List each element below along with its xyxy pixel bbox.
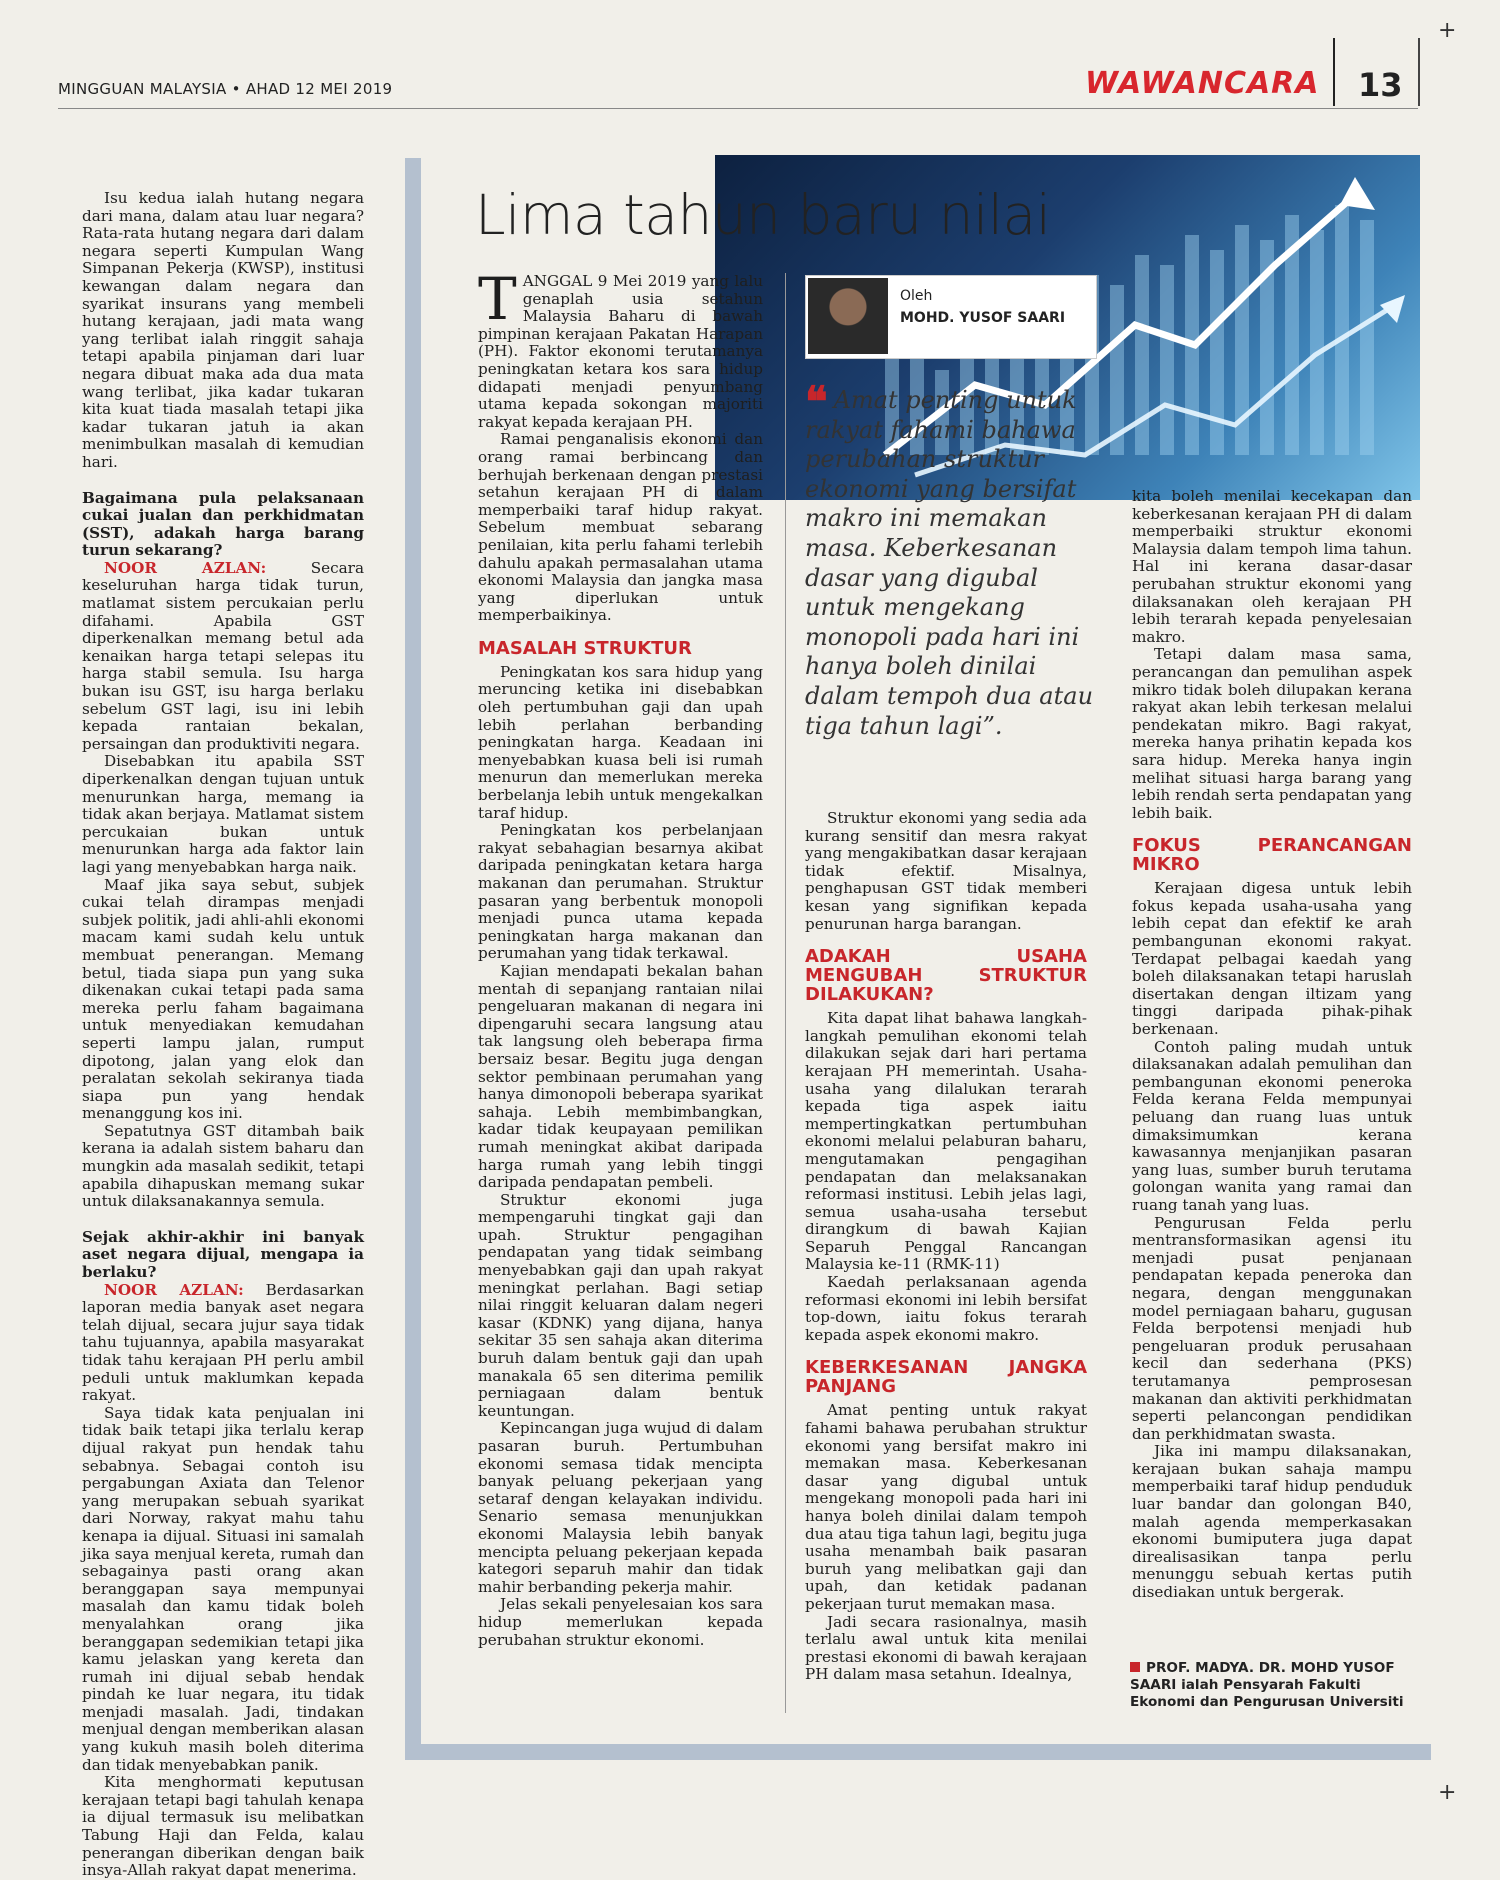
interview-answer: Berdasarkan laporan media banyak aset negara telah dijual, secara jujur saya tidak tahu tujuannya, apabila masyarakat tidak tahu kerajaan PH perlu ambil peduli untuk maklumkan kepada rakyat.	[82, 1280, 365, 1405]
drop-cap: T	[478, 265, 517, 333]
quote-mark-icon: ❝	[805, 377, 828, 426]
body-paragraph: kita boleh menilai kecekapan dan keberkesanan kerajaan PH di dalam memperbaiki struktur ekonomi Malaysia dalam tempoh lima tahun. Hal ini kerana dasar-dasar perubahan struktur ekonomi yang dilaksanakan oleh kerajaan PH lebih terarah kepada penyelesaian makro.	[1132, 487, 1412, 646]
author-name: MOHD. YUSOF SAARI	[900, 310, 1066, 326]
subheading: ADAKAH USAHA MENGUBAH STRUKTUR DILAKUKAN?	[805, 946, 1087, 1006]
pull-quote	[805, 377, 1095, 741]
pull-quote-text: Amat penting untuk rakyat fahami bahawa perubahan struktur ekonomi yang bersifat makro ini memakan masa. Keberkesanan dasar yang digubal untuk mengekang monopoli pada hari ini hanya boleh dinilai dalam tempoh dua atau tiga tahun lagi”.	[805, 386, 1094, 740]
body-paragraph: Jika ini mampu dilaksanakan, kerajaan bukan sahaja mampu memperbaiki taraf hidup penduduk luar bandar dan golongan B40, malah agenda memperkasakan ekonomi bumiputera juga dapat direalisasikan tanpa perlu menunggu sebuah kertas putih disediakan untuk bergerak.	[1132, 1442, 1412, 1602]
byline-label: Oleh	[900, 288, 933, 304]
body-paragraph: Saya tidak kata penjualan ini tidak baik tetapi jika terlalu kerap dijual rakyat pun hendak tahu sebabnya. Sebagai contoh isu pergabungan Axiata dan Telenor yang merupakan sebuah syarikat dari Norway, rakyat mahu tahu kenapa ia dijual. Situasi ini samalah jika saya menjual kereta, rumah dan sebagainya pasti orang akan beranggapan saya mempunyai masalah dan kamu tidak boleh menyalahkan orang jika beranggapan sedemikian tetapi jika kamu jelaskan yang kereta dan rumah ini dijual sebab hendak pindah ke luar negara, itu tidak menjadi masalah. Jadi, tindakan menjual dengan memberikan alasan yang kukuh masih boleh diterima dan tidak menyebabkan panik.	[82, 1403, 364, 1774]
body-paragraph: Isu kedua ialah hutang negara dari mana, dalam atau luar negara? Rata-rata hutang negara dari dalam negara seperti Kumpulan Wang Simpanan Pekerja (KWSP), institusi kewangan dalam negara dan syarikat insurans yang membeli hutang kerajaan, jadi mata wang yang terlibat ialah ringgit sahaja tetapi apabila pinjaman dari luar negara dibuat maka ada dua mata wang terlibat, jika kadar tukaran kita kuat tiada masalah tetapi jika kadar tukaran jatuh ia akan menimbulkan masalah di kemudian hari.	[82, 189, 364, 471]
column-divider	[785, 273, 786, 1713]
body-paragraph: Pengurusan Felda perlu mentransformasikan agensi itu menjadi pusat penjanaan pendapatan kepada peneroka dan negara, dengan menggunakan model perniagaan baharu, gugusan Felda berpotensi menjadi hub pengeluaran produk perusahaan kecil dan sederhana (PKS) terutamanya pemprosesan makanan dan aktiviti perkhidmatan seperti pelancongan pendidikan dan perkhidmatan swasta.	[1132, 1213, 1412, 1443]
article-column-3	[805, 810, 1087, 1684]
crop-mark-icon: +	[1438, 1780, 1457, 1805]
body-paragraph: Struktur ekonomi yang sedia ada kurang sensitif dan mesra rakyat yang mengakibatkan dasar kerajaan tidak efektif. Misalnya, penghapusan GST tidak memberi kesan yang signifikan kepada penurunan harga barangan.	[805, 809, 1087, 933]
author-photo	[808, 278, 888, 354]
publication-dateline: MINGGUAN MALAYSIA • AHAD 12 MEI 2019	[58, 80, 393, 98]
interview-question: Bagaimana pula pelaksanaan cukai jualan dan perkhidmatan (SST), adakah harga barang turun sekarang?	[82, 488, 364, 560]
subheading: MASALAH STRUKTUR	[478, 637, 692, 659]
article-headline: Lima tahun baru nilai	[475, 183, 1051, 247]
speaker-label: NOOR AZLAN:	[104, 558, 267, 577]
body-paragraph: Disebabkan itu apabila SST diperkenalkan dengan tujuan untuk menurunkan harga, memang ia tidak akan berjaya. Matlamat sistem percukaian bukan untuk menurunkan harga ada faktor lain lagi yang menyebabkan harga naik.	[82, 752, 364, 876]
section-title: WAWANCARA	[1085, 66, 1320, 101]
body-paragraph: Peningkatan kos sara hidup yang meruncing ketika ini disebabkan oleh pertumbuhan gaji dan upah lebih perlahan berbanding peningkatan harga. Keadaan ini menyebabkan kuasa beli isi rumah menurun dan memerlukan mereka berbelanja lebih untuk mengekalkan taraf hidup.	[478, 662, 763, 822]
interview-answer: Secara keseluruhan harga tidak turun, matlamat sistem percukaian perlu difahami. Apabila GST diperkenalkan memang betul ada kenaikan harga tetapi selepas itu harga stabil semula. Isu harga bukan isu GST, isu harga berlaku sebelum GST lagi, isu ini lebih kepada rantaian bekalan, persaingan dan produktiviti negara.	[82, 558, 365, 753]
body-paragraph: Sepatutnya GST ditambah baik kerana ia adalah sistem baharu dan mungkin ada masalah sedikit, tetapi apabila dihapuskan memang sukar untuk dilaksanakannya semula.	[82, 1121, 364, 1211]
crop-mark-icon: +	[1438, 18, 1457, 43]
article-column-2	[478, 265, 763, 1649]
body-paragraph: Struktur ekonomi juga mempengaruhi tingkat gaji dan upah. Struktur pengagihan pendapatan yang tidak seimbang menyebabkan gaji dan upah rakyat meningkat perlahan. Bagi setiap nilai ringgit keluaran dalam negeri kasar (KDNK) yang dijana, hanya sekitar 35 sen sahaja akan diterima buruh dalam bentuk gaji dan upah manakala 65 sen diterima pemilik perniagaan dalam bentuk keuntungan.	[478, 1190, 763, 1420]
author-credit-text: PROF. MADYA. DR. MOHD YUSOF SAARI ialah Pensyarah Fakulti Ekonomi dan Pengurusan Universiti	[1130, 1660, 1404, 1710]
body-paragraph: Kajian mendapati bekalan bahan mentah di sepanjang rantaian nilai pengeluaran makanan di negara ini dipengaruhi secara langsung atau tak langsung oleh beberapa firma bersaiz besar. Begitu juga dengan sektor pembinaan perumahan yang hanya dimonopoli beberapa syarikat sahaja. Lebih membimbangkan, kadar tidak keupayaan pemilikan rumah meningkat akibat daripada harga rumah yang lebih tinggi daripada pendapatan pembeli.	[478, 961, 763, 1192]
subheading: FOKUS PERANCANGAN MIKRO	[1132, 835, 1412, 876]
header-rule	[58, 108, 1418, 109]
body-paragraph: Maaf jika saya sebut, subjek cukai telah dirampas menjadi subjek politik, jadi ahli-ahli ekonomi macam kami sudah kelu untuk membuat penerangan. Memang betul, tiada siapa pun yang suka dikenakan cukai tetapi pada sama mereka perlu faham bagaimana untuk menyediakan kemudahan seperti lampu jalan, rumput dipotong, jalan yang elok dan peralatan sekolah sekiranya tiada siapa pun yang hendak menanggung kos ini.	[82, 875, 364, 1123]
body-paragraph: Kita menghormati keputusan kerajaan tetapi bagi tahulah kenapa ia dijual termasuk isu melibatkan Tabung Haji dan Felda, kalau penerangan diberikan dengan baik insya-Allah rakyat dapat menerima.	[82, 1773, 364, 1880]
header-divider-right	[1418, 38, 1420, 106]
body-paragraph: Contoh paling mudah untuk dilaksanakan adalah pemulihan dan pembangunan ekonomi peneroka Felda kerana Felda mempunyai peluang dan ruang luas untuk dimaksimumkan kerana kawasannya menjanjikan pasaran yang luas, sumber buruh terutama golongan wanita yang ramai dan ruang tanah yang luas.	[1132, 1037, 1412, 1214]
body-paragraph: Jadi secara rasionalnya, masih terlalu awal untuk kita menilai prestasi ekonomi di bawah kerajaan PH dalam masa setahun. Idealnya,	[805, 1612, 1087, 1684]
subheading: KEBERKESANAN JANGKA PANJANG	[805, 1357, 1087, 1398]
square-bullet-icon	[1130, 1662, 1140, 1672]
body-paragraph: Peningkatan kos perbelanjaan rakyat sebahagian besarnya akibat daripada peningkatan ketara harga makanan dan perumahan. Struktur pasaran yang berbentuk monopoli menjadi punca utama kepada peningkatan harga makanan dan perumahan yang tidak terkawal.	[478, 821, 763, 963]
interview-question: Sejak akhir-akhir ini banyak aset negara dijual, mengapa ia berlaku?	[82, 1227, 364, 1282]
body-paragraph: Kita dapat lihat bahawa langkah-langkah pemulihan ekonomi telah dilakukan sejak dari hari pertama kerajaan PH memerintah. Usaha-usaha yang dilalukan terarah kepada tiga aspek iaitu mempertingkatkan pertumbuhan ekonomi melalui pelaburan baharu, mengutamakan pengagihan pendapatan dan melaksanakan reformasi institusi. Lebih jelas lagi, semua usaha-usaha tersebut dirangkum di bawah Kajian Separuh Penggal Rancangan Malaysia ke-11 (RMK-11)	[805, 1009, 1087, 1274]
body-paragraph: Kerajaan digesa untuk lebih fokus kepada usaha-usaha yang lebih cepat dan efektif ke arah pembangunan ekonomi rakyat. Terdapat pelbagai kaedah yang boleh dilaksanakan tetapi haruslah disertakan dengan iltizam yang tinggi daripada pihak-pihak berkenaan.	[1132, 879, 1412, 1039]
article-column-4	[1132, 488, 1412, 1602]
lead-paragraph: ANGGAL 9 Mei 2019 yang lalu genaplah usia setahun Malaysia Baharu di bawah pimpinan kerajaan Pakatan Harapan (PH). Faktor ekonomi terutamanya peningkatan ketara kos sara hidup didapati menjadi penyumbang utama kepada sokongan majoriti rakyat kepada kerajaan PH.	[478, 272, 763, 431]
body-paragraph: Jelas sekali penyelesaian kos sara hidup memerlukan kepada perubahan struktur ekonomi.	[478, 1595, 763, 1649]
interview-column	[82, 190, 364, 1880]
page-number: 13	[1358, 66, 1403, 104]
author-credit	[1130, 1660, 1410, 1711]
body-paragraph: Kaedah perlaksanaan agenda reformasi ekonomi ini lebih bersifat top-down, iaitu fokus terarah kepada aspek ekonomi makro.	[805, 1273, 1087, 1344]
body-paragraph: Ramai penganalisis ekonomi dan orang ramai berbincang dan berhujah berkenaan dengan prestasi setahun kerajaan PH di dalam memperbaiki taraf hidup rakyat. Sebelum membuat sebarang penilaian, kita perlu fahami terlebih dahulu apakah permasalahan utama ekonomi Malaysia dan jangka masa yang diperlukan untuk memperbaikinya.	[478, 430, 763, 625]
speaker-label: NOOR AZLAN:	[104, 1280, 244, 1299]
body-paragraph: Kepincangan juga wujud di dalam pasaran buruh. Pertumbuhan ekonomi semasa tidak mencipta banyak peluang pekerjaan yang setaraf dengan kelayakan individu. Senario semasa menunjukkan ekonomi Malaysia lebih banyak mencipta peluang pekerjaan kepada kategori separuh mahir dan tidak mahir berbanding pekerja mahir.	[478, 1419, 763, 1596]
header-divider	[1333, 38, 1335, 106]
body-paragraph: Amat penting untuk rakyat fahami bahawa perubahan struktur ekonomi yang bersifat makro ini memakan masa. Keberkesanan dasar yang digubal untuk mengekang monopoli pada hari ini hanya boleh dinilai dalam tempoh dua atau tiga tahun lagi, begitu juga usaha menambah baik pasaran buruh yang melibatkan gaji dan upah, dan ketidak padanan pekerjaan turut memakan masa.	[805, 1401, 1087, 1613]
body-paragraph: Tetapi dalam masa sama, perancangan dan pemulihan aspek mikro tidak boleh dilupakan kerana rakyat akan lebih terkesan melalui pendekatan mikro. Bagi rakyat, mereka hanya prihatin kepada kos sara hidup. Mereka hanya ingin melihat situasi harga barang yang lebih rendah serta pendapatan yang lebih baik.	[1132, 645, 1412, 822]
